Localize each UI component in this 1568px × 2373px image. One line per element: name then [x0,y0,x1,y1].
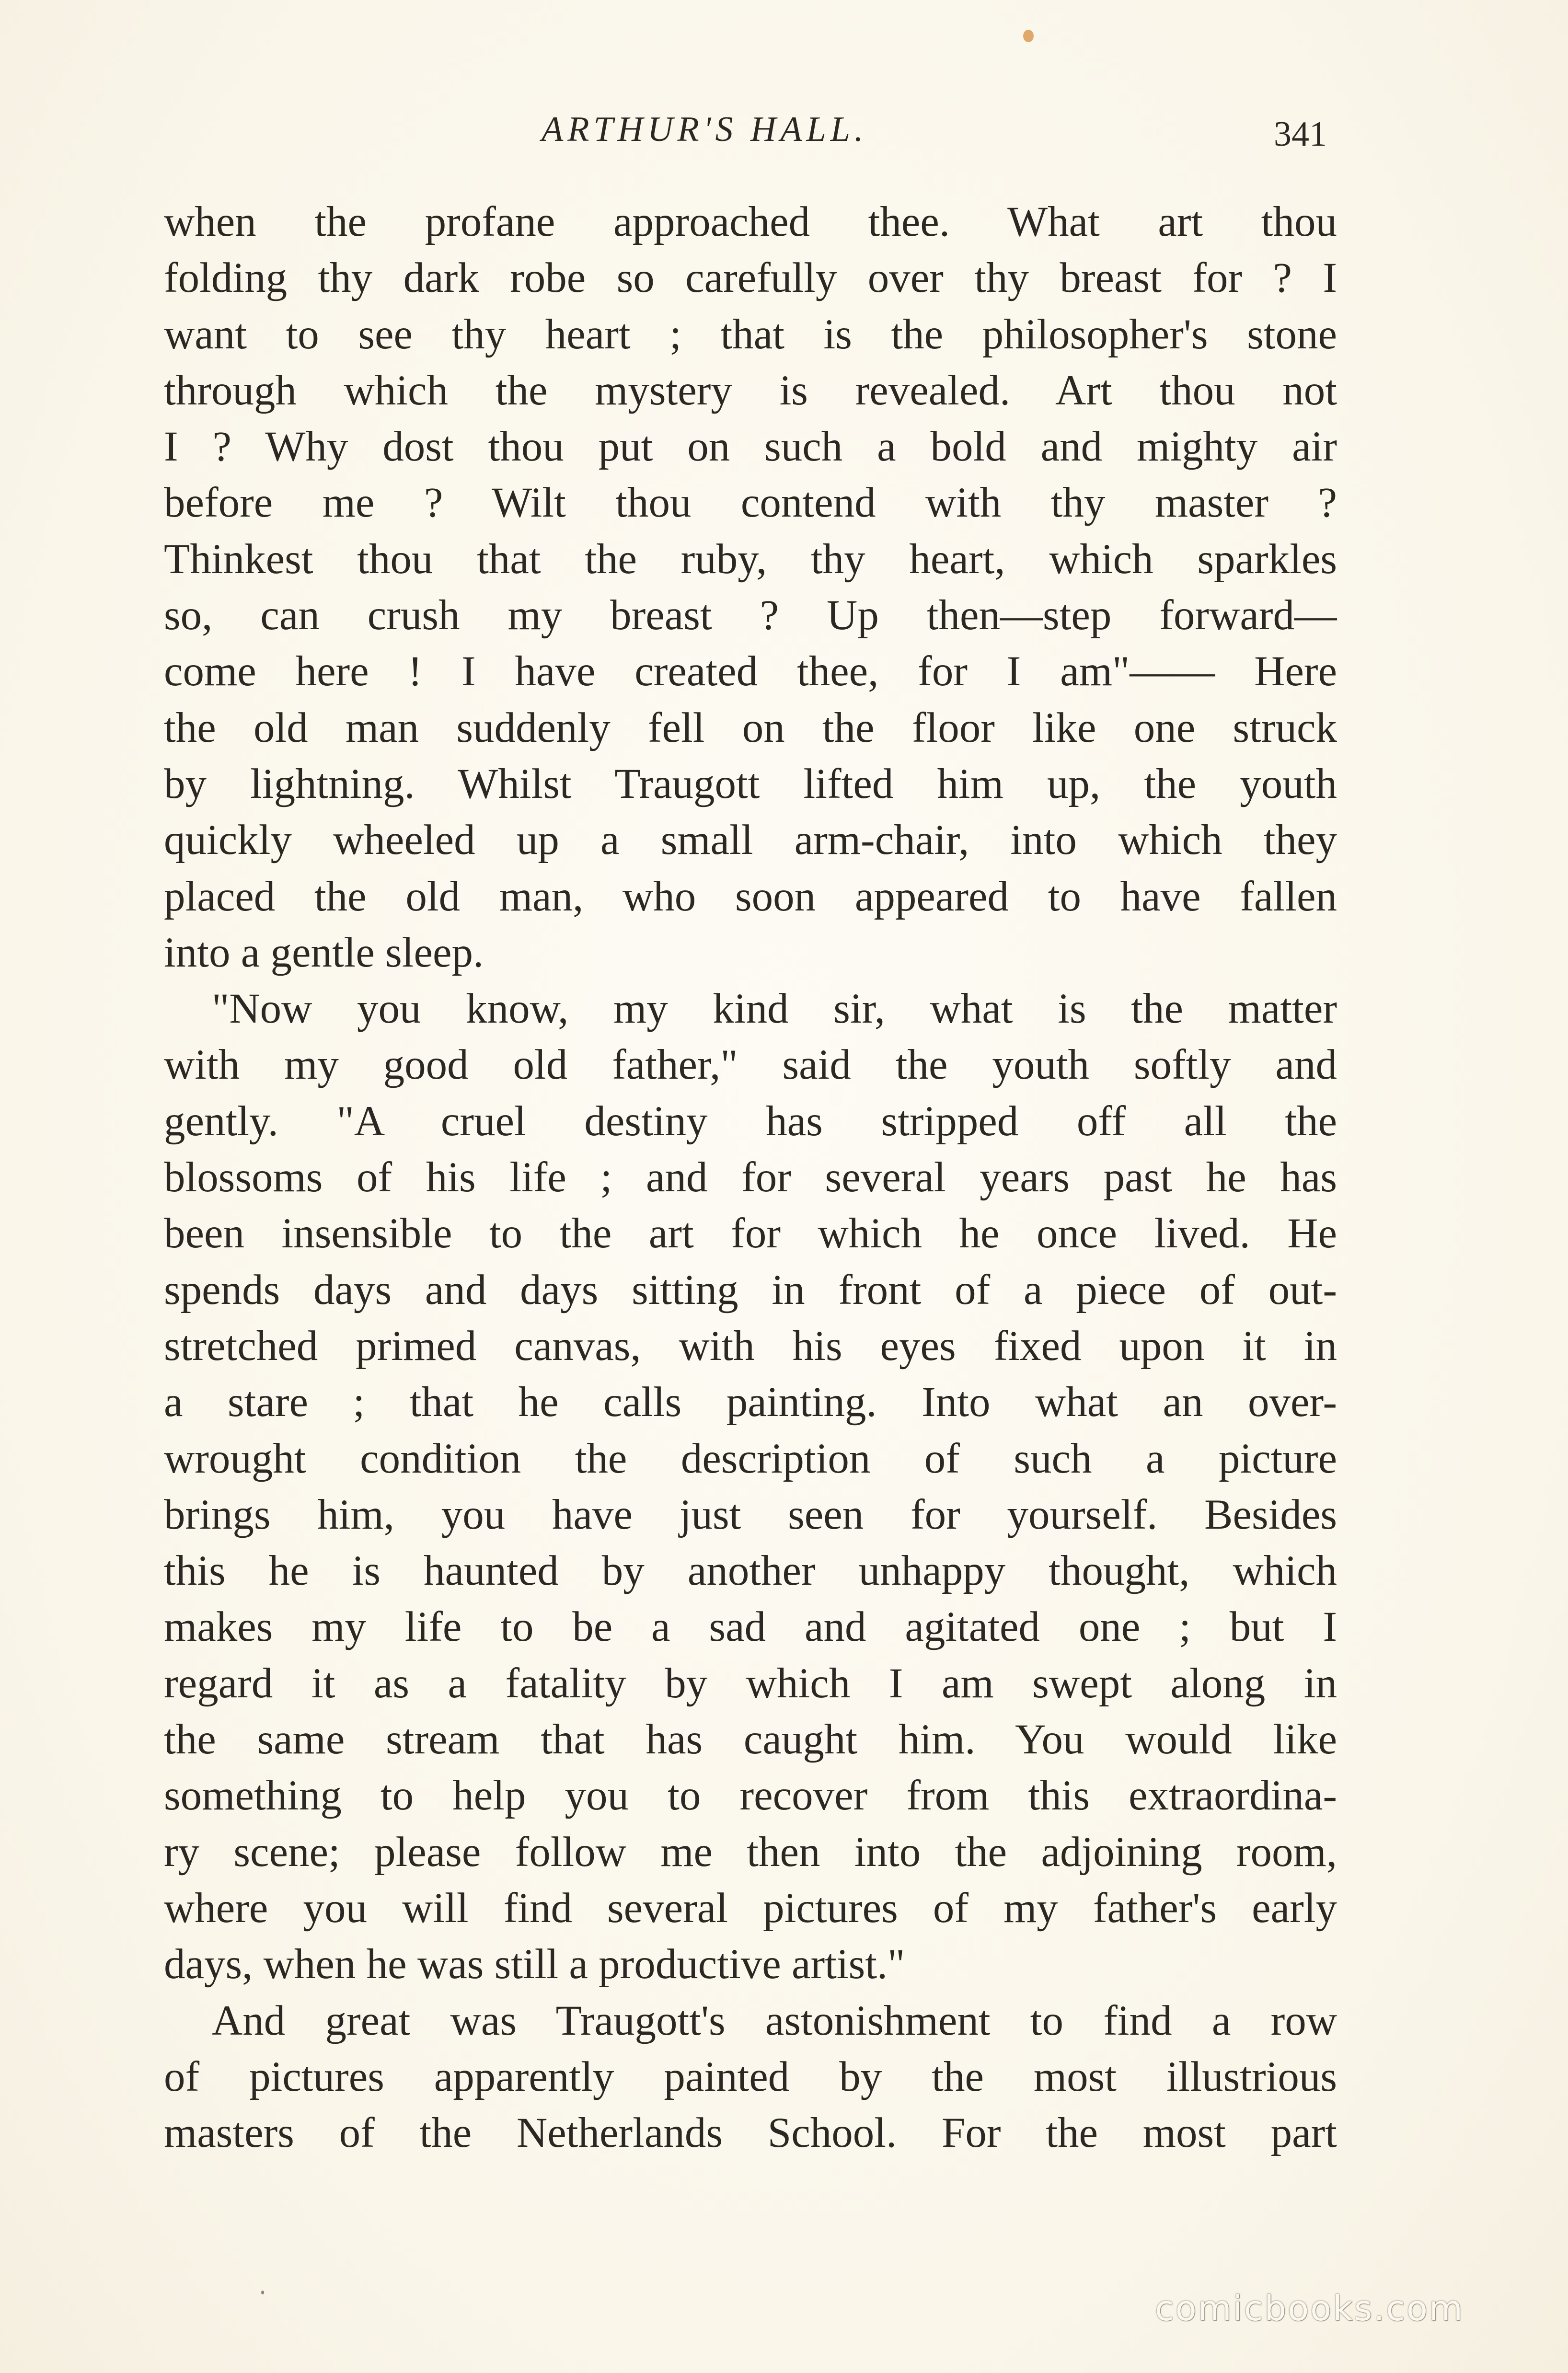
text-line: into a gentle sleep. [164,929,484,976]
text-line: want to see thy heart ; that is the philosopher's stone [164,311,1337,358]
text-line: ry scene; please follow me then into the adjoining room, [164,1828,1337,1876]
text-line: come here ! I have created thee, for I am"—— Here [164,648,1337,695]
text-line: regard it as a fatality by which I am swept along in [164,1659,1337,1707]
text-line: I ? Why dost thou put on such a bold and mighty air [164,423,1337,471]
text-line: the same stream that has caught him. You would like [164,1716,1337,1763]
page-number: 341 [1274,115,1327,154]
ink-speck [1023,30,1034,42]
text-line: And great was Traugott's astonishment to find a row [212,1997,1337,2044]
text-line: spends days and days sitting in front of a piece of out- [164,1266,1337,1313]
text-line: something to help you to recover from this extraordina- [164,1772,1337,1820]
text-line: through which the mystery is revealed. Art thou not [164,367,1337,414]
text-line: this he is haunted by another unhappy thought, which [164,1547,1337,1595]
text-line: blossoms of his life ; and for several years past he has [164,1154,1337,1201]
text-line: a stare ; that he calls painting. Into what an over- [164,1379,1337,1426]
text-line: brings him, you have just seen for yourself. Besides [164,1491,1337,1538]
text-line: where you will find several pictures of my father's early [164,1884,1337,1932]
text-line: when the profane approached thee. What art thou [164,198,1337,245]
text-line: folding thy dark robe so carefully over thy breast for ? I [164,254,1337,302]
text-line: by lightning. Whilst Traugott lifted him up, the youth [164,760,1337,807]
running-head: ARTHUR'S HALL. [542,110,868,149]
text-line: gently. "A cruel destiny has stripped off all the [164,1097,1337,1145]
watermark: comicbooks.com [1155,2288,1464,2328]
text-line: Thinkest thou that the ruby, thy heart, which sparkles [164,535,1337,583]
text-line: so, can crush my breast ? Up then—step forward— [164,592,1337,639]
text-line: been insensible to the art for which he once lived. He [164,1210,1337,1257]
text-line: wrought condition the description of such a picture [164,1435,1337,1482]
text-line: masters of the Netherlands School. For the most part [164,2109,1337,2157]
text-line: placed the old man, who soon appeared to have fallen [164,873,1337,920]
ink-speck [261,2291,264,2294]
text-line: stretched primed canvas, with his eyes fixed upon it in [164,1322,1337,1370]
text-line: makes my life to be a sad and agitated one ; but I [164,1603,1337,1651]
text-line: days, when he was still a productive artist." [164,1941,905,1988]
body-text [164,194,1337,2161]
text-line: "Now you know, my kind sir, what is the matter [212,985,1337,1033]
text-line: with my good old father," said the youth softly and [164,1041,1337,1089]
text-line: of pictures apparently painted by the most illustrious [164,2053,1337,2100]
text-line: before me ? Wilt thou contend with thy master ? [164,479,1337,527]
text-line: the old man suddenly fell on the floor like one struck [164,704,1337,751]
text-line: quickly wheeled up a small arm-chair, into which they [164,817,1337,864]
